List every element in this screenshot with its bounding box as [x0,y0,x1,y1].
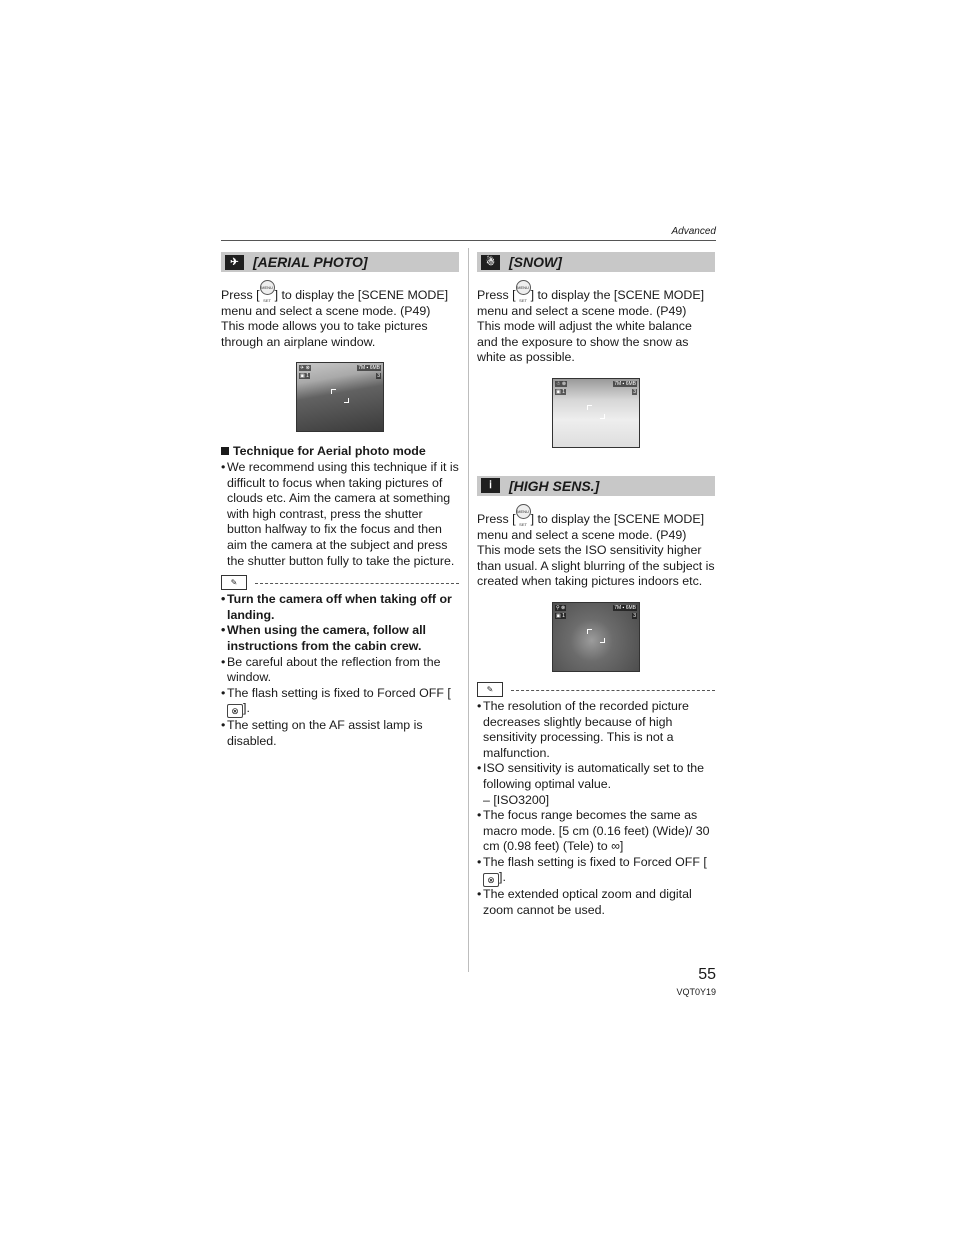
flash-off-icon: ⊗ [483,873,499,887]
high-sens-section [477,476,715,919]
flash-off-icon: ⊗ [227,704,243,718]
high-sens-heading [477,476,715,496]
aerial-photo-description: This mode allows you to take pictures through an airplane window. [221,319,428,349]
af-frame-icon [587,405,605,419]
af-frame-icon [587,629,605,643]
note-divider [477,682,715,697]
aerial-photo-heading [221,252,459,272]
snowman-icon: ☃ [481,255,500,270]
snow-title: [SNOW] [509,254,562,270]
menu-set-button-icon: MENU SET [516,280,531,295]
menu-set-button-icon: MENU SET [516,504,531,519]
menu-set-button-icon: MENU SET [260,280,275,295]
note-icon: ✎ [221,575,247,590]
snow-heading [477,252,715,272]
technique-heading: Technique for Aerial photo mode [221,444,459,460]
high-sens-intro: Press [MENU SET ] to display the [SCENE MODE] menu and select a scene mode. (P49) This mode sets the ISO sensitivity higher than usual. A slight blurring of the subject is created when taking pictures indoors etc. [477,504,715,590]
page-number: 55 [698,966,716,983]
airplane-icon: ✈ [225,255,244,270]
high-sens-icon: ⅰ [481,478,500,493]
list-item: • We recommend using this technique if it is difficult to focus when taking pictures of clouds etc. Aim the camera at something with high contrast, press the shutter button halfway to fix the focus and then aim the camera at the subject and press the shutter button fully to take the picture. [221,460,459,569]
column-divider [468,248,469,972]
list-item: • The flash setting is fixed to Forced OFF [⊗ ]. [477,855,715,888]
snow-screen-image: ☃ ⊗ 7M ▪ 6MB ▣ 1 3 [552,378,640,448]
snow-description: This mode will adjust the white balance and the exposure to show the snow as white as possible. [477,319,692,365]
list-item: • ISO sensitivity is automatically set to the following optimal value. – [ISO3200] [477,761,715,808]
list-item: • The setting on the AF assist lamp is disabled. [221,718,459,749]
list-item: • Turn the camera off when taking off or landing. [221,592,459,623]
aerial-photo-section [221,252,459,749]
aerial-photo-title: [AERIAL PHOTO] [253,254,368,270]
high-sens-notes-list [477,699,715,919]
af-frame-icon [331,389,349,403]
list-item: • Be careful about the reflection from the window. [221,655,459,686]
snow-intro: Press [MENU SET ] to display the [SCENE MODE] menu and select a scene mode. (P49) This mode will adjust the white balance and the exposure to show the snow as white as possible. [477,280,715,366]
high-sens-title: [HIGH SENS.] [509,477,600,494]
note-divider [221,575,459,590]
aerial-photo-screen-image: ✈ ⊗ 7M ▪ 6MB ▣ 1 3 [296,362,384,432]
list-item: • The focus range becomes the same as macro mode. [5 cm (0.16 feet) (Wide)/ 30 cm (0.98 feet) (Tele) to ∞] [477,808,715,855]
high-sens-description: This mode sets the ISO sensitivity higher than usual. A slight blurring of the subject is created when taking pictures indoors etc. [477,543,715,589]
iso-value: – [ISO3200] [483,792,550,807]
list-item: • The resolution of the recorded picture decreases slightly because of high sensitivity processing. This is not a malfunction. [477,699,715,761]
note-icon: ✎ [477,682,503,697]
technique-list [221,460,459,569]
document-code: VQT0Y19 [676,987,716,997]
list-item: • When using the camera, follow all instructions from the cabin crew. [221,623,459,654]
square-bullet-icon [221,447,229,455]
aerial-photo-intro: Press [MENU SET ] to display the [SCENE MODE] menu and select a scene mode. (P49) This mode allows you to take pictures through an airplane window. [221,280,459,350]
section-label: Advanced [671,226,716,237]
list-item: • The extended optical zoom and digital zoom cannot be used. [477,887,715,918]
snow-section [477,252,715,448]
high-sens-screen-image: ⚲ ⊗ 7M ▪ 6MB ▣ 1 3 [552,602,640,672]
list-item: • The flash setting is fixed to Forced OFF [⊗ ]. [221,686,459,719]
aerial-notes-list [221,592,459,749]
right-column [477,252,715,919]
header-rule [221,240,716,241]
